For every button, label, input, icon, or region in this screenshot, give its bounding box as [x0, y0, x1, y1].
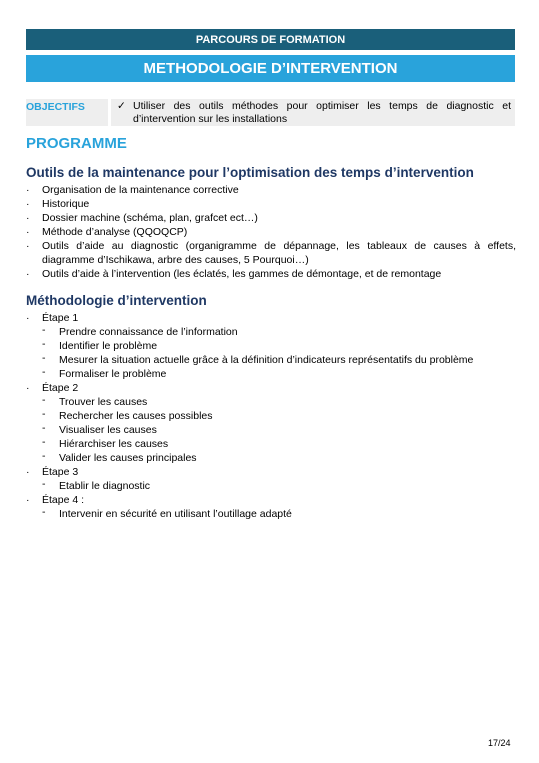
sub-item: - Hiérarchiser les causes	[42, 436, 169, 450]
bullet-icon: ·	[26, 198, 30, 210]
sub-item: - Mesurer la situation actuelle grâce à la définition d’indicateurs représentatifs du problème	[42, 352, 474, 366]
sub-item: - Identifier le problème	[42, 338, 158, 352]
sub-item: - Intervenir en sécurité en utilisant l’outillage adapté	[42, 506, 292, 520]
dash-icon: -	[42, 394, 46, 406]
section-title-methodologie: Méthodologie d’intervention	[26, 293, 207, 308]
bullet-icon: ·	[26, 382, 30, 394]
objectifs-label: OBJECTIFS	[26, 99, 108, 126]
objectifs-text: Utiliser des outils méthodes pour optimiser les temps de diagnostic et d’intervention sur les installations	[133, 100, 511, 125]
sub-item: - Visualiser les causes	[42, 422, 157, 436]
bullet-icon: ·	[26, 184, 30, 196]
bullet-icon: ·	[26, 226, 30, 238]
page-number: 17/24	[488, 738, 511, 748]
sub-item: - Prendre connaissance de l’information	[42, 324, 238, 338]
sub-item: - Formaliser le problème	[42, 366, 167, 380]
dash-icon: -	[42, 338, 46, 350]
bullet-icon: ·	[26, 268, 30, 280]
step-item: · Étape 4 :	[26, 494, 85, 506]
sub-item: - Rechercher les causes possibles	[42, 408, 213, 422]
list-item: · Historique	[26, 198, 90, 210]
section-title-outils: Outils de la maintenance pour l’optimisation des temps d’intervention	[26, 165, 474, 180]
dash-icon: -	[42, 408, 46, 420]
objectifs-box	[111, 99, 515, 126]
list-item: · Outils d’aide au diagnostic (organigramme de dépannage, les tableaux de causes à effets, diagramme d’Ischikawa, arbre des causes, 5 Pourquoi…)	[26, 240, 516, 266]
checkmark-icon: ✓	[117, 100, 126, 112]
bullet-icon: ·	[26, 312, 30, 324]
dash-icon: -	[42, 450, 46, 462]
list-item: · Outils d’aide à l’intervention (les éclatés, les gammes de démontage, et de remontage	[26, 268, 442, 280]
bullet-icon: ·	[26, 494, 30, 506]
bullet-icon: ·	[26, 240, 30, 252]
page-title: METHODOLOGIE D’INTERVENTION	[26, 55, 515, 82]
dash-icon: -	[42, 366, 46, 378]
banner-parcours: PARCOURS DE FORMATION	[26, 29, 515, 50]
bullet-icon: ·	[26, 466, 30, 478]
sub-item: - Etablir le diagnostic	[42, 478, 151, 492]
programme-heading: PROGRAMME	[26, 135, 127, 152]
dash-icon: -	[42, 506, 46, 518]
steps-list	[26, 311, 516, 521]
step-item: · Étape 1	[26, 312, 79, 324]
dash-icon: -	[42, 324, 46, 336]
list-item: · Méthode d’analyse (QQOQCP)	[26, 226, 188, 238]
bullet-icon: ·	[26, 212, 30, 224]
dash-icon: -	[42, 478, 46, 490]
list-item: · Dossier machine (schéma, plan, grafcet ect…)	[26, 212, 258, 224]
dash-icon: -	[42, 422, 46, 434]
step-item: · Étape 2	[26, 382, 79, 394]
dash-icon: -	[42, 436, 46, 448]
dash-icon: -	[42, 352, 46, 364]
list-item: · Organisation de la maintenance corrective	[26, 184, 239, 196]
sub-item: - Valider les causes principales	[42, 450, 197, 464]
outils-list	[26, 183, 516, 281]
step-item: · Étape 3	[26, 466, 79, 478]
sub-item: - Trouver les causes	[42, 394, 148, 408]
